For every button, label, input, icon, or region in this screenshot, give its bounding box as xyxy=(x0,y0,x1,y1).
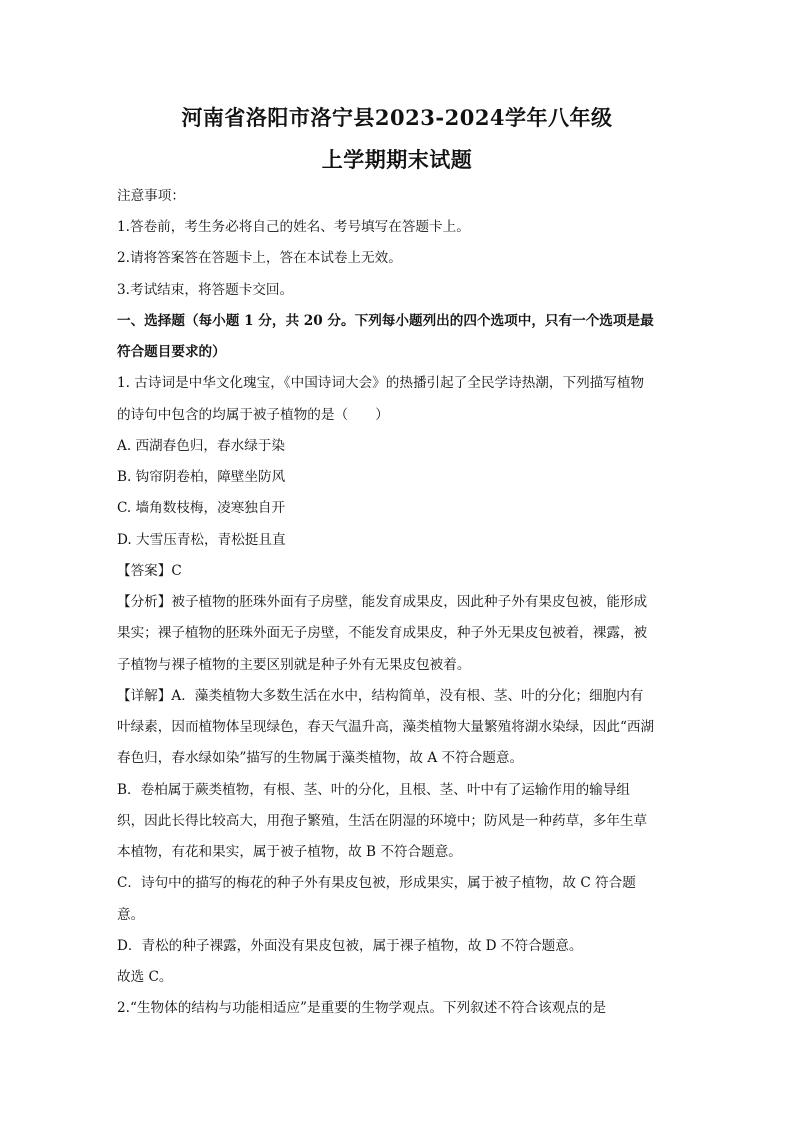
question-1-option-d: D. 大雪压青松，青松挺且直 xyxy=(117,532,286,548)
question-1-option-a: A. 西湖春色归，春水绿于染 xyxy=(117,438,285,454)
notice-item: 2.请将答案答在答题卡上，答在本试卷上无效。 xyxy=(117,250,402,266)
section-heading: 一、选择题（每小题 1 分，共 20 分。下列每小题列出的四个选项中，只有一个选项是最 xyxy=(117,313,654,329)
notice-item: 1.答卷前，考生务必将自己的姓名、考号填写在答题卡上。 xyxy=(117,219,470,235)
question-1-detail: D．青松的种子裸露，外面没有果皮包被，属于裸子植物，故 D 不符合题意。 xyxy=(117,938,583,954)
question-1-detail: 春色归，春水绿如染”描写的生物属于藻类植物，故 A 不符合题意。 xyxy=(117,750,524,766)
question-1-stem-cont: 的诗句中包含的均属于被子植物的是（ ） xyxy=(117,407,389,423)
question-1-option-c: C. 墙角数枝梅，凌寒独自开 xyxy=(117,500,286,516)
notice-heading: 注意事项： xyxy=(117,188,185,204)
question-1-detail: 故选 C。 xyxy=(117,969,173,985)
question-1-analysis: 【分析】被子植物的胚珠外面有子房壁，能发育成果皮，因此种子外有果皮包被，能形成 xyxy=(117,594,648,610)
question-1-detail: C．诗句中的描写的梅花的种子外有果皮包被，形成果实，属于被子植物，故 C 符合题 xyxy=(117,875,636,891)
notice-item: 3.考试结束，将答题卡交回。 xyxy=(117,282,294,298)
exam-title-line2: 上学期期末试题 xyxy=(321,147,473,172)
exam-title-line1: 河南省洛阳市洛宁县2023-2024学年八年级 xyxy=(181,105,613,130)
question-1-detail: 叶绿素，因而植物体呈现绿色，春天气温升高，藻类植物大量繁殖将湖水染绿，因此“西湖 xyxy=(117,719,655,735)
section-heading-cont: 符合题目要求的） xyxy=(117,344,226,360)
question-1-detail: 织，因此长得比较高大，用孢子繁殖，生活在阴湿的环境中；防风是一种药草，多年生草 xyxy=(117,813,648,829)
question-1-detail: 意。 xyxy=(117,907,145,923)
question-1-detail: B．卷柏属于蕨类植物，有根、茎、叶的分化，且根、茎、叶中有了运输作用的输导组 xyxy=(117,782,630,798)
question-1-detail: 本植物，有花和果实，属于被子植物，故 B 不符合题意。 xyxy=(117,844,462,860)
question-1-option-b: B. 钩帘阴卷柏，障壁坐防风 xyxy=(117,469,286,485)
question-1-answer: 【答案】C xyxy=(117,563,182,579)
question-1-stem: 1. 古诗词是中华文化瑰宝，《中国诗词大会》的热播引起了全民学诗热潮，下列描写植物 xyxy=(117,375,645,391)
question-1-analysis: 果实；裸子植物的胚珠外面无子房壁，不能发育成果皮，种子外无果皮包被着，裸露，被 xyxy=(117,625,648,641)
question-2-stem: 2.“生物体的结构与功能相适应”是重要的生物学观点。下列叙述不符合该观点的是 xyxy=(117,1000,607,1016)
question-1-detail: 【详解】A．藻类植物大多数生活在水中，结构简单，没有根、茎、叶的分化；细胞内有 xyxy=(117,688,644,704)
question-1-analysis: 子植物与裸子植物的主要区别就是种子外有无果皮包被着。 xyxy=(117,657,471,673)
